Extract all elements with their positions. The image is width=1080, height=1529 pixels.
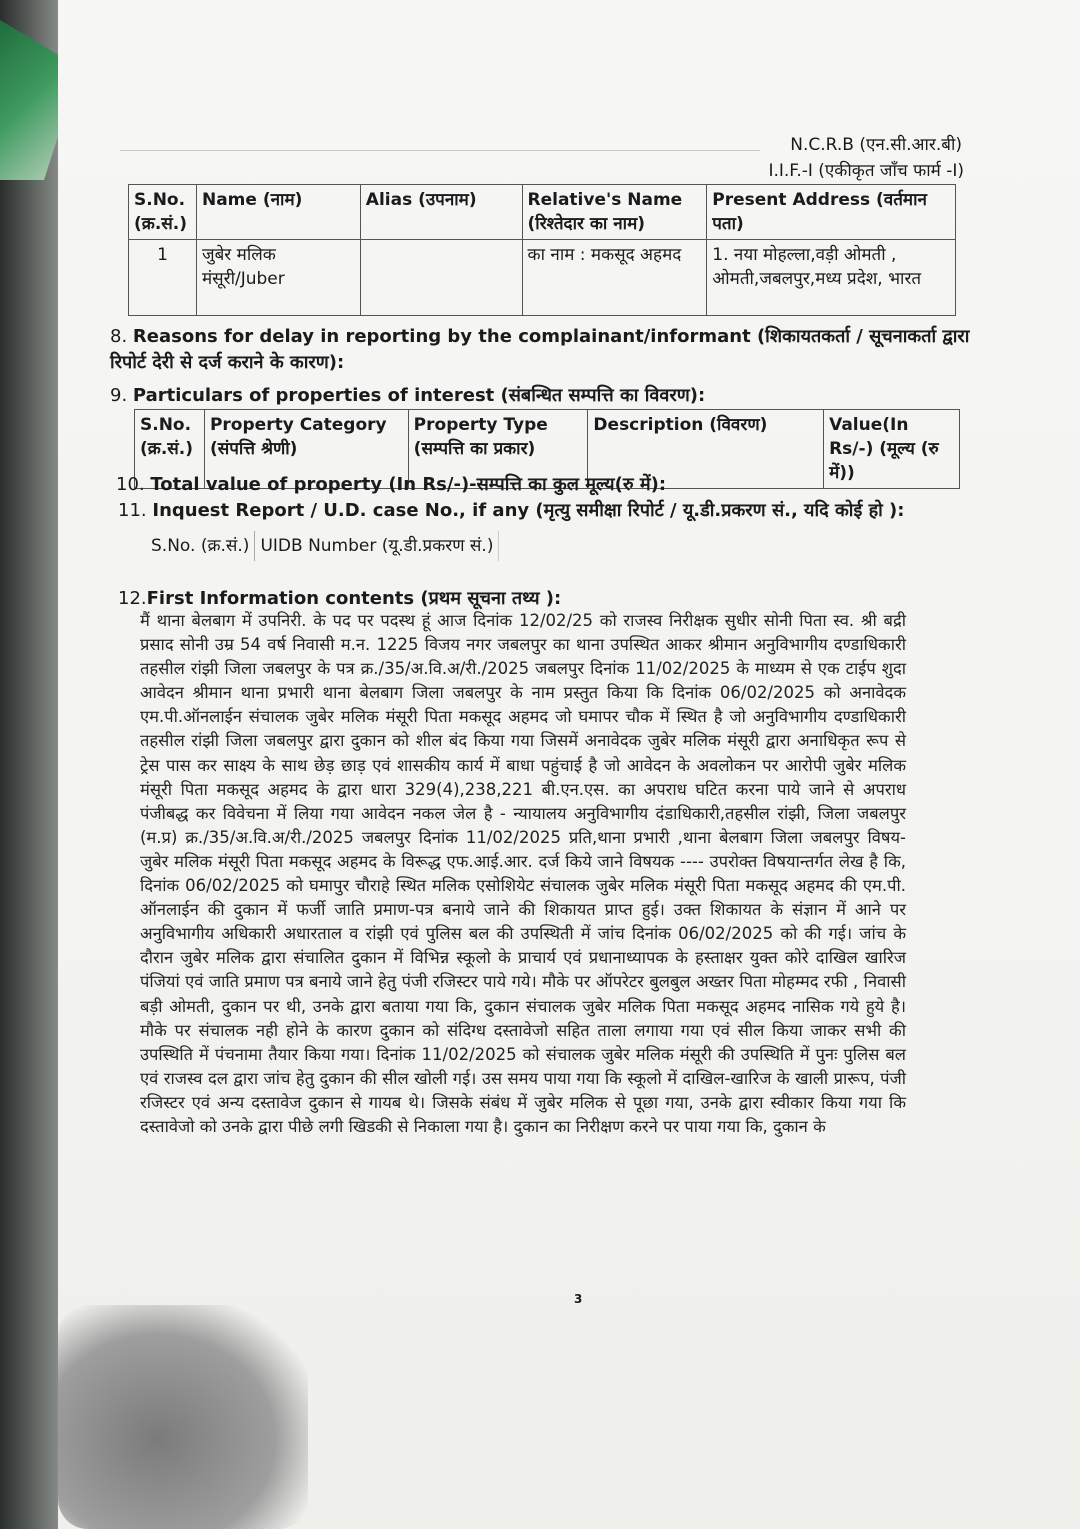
finger-shadow (58, 1305, 308, 1529)
col-header-sno: S.No. (क्र.सं.) (129, 185, 197, 240)
col-header-property-type: Property Type (सम्पत्ति का प्रकार) (408, 410, 588, 489)
fir-contents-text: मैं थाना बेलबाग में उपनिरी. के पद पर पदस्थ हूं आज दिनांक 12/02/25 को राजस्व निरीक्षक सुधीर सोनी पिता स्व. श्री बद्री प्रसाद सोनी उम्र 54 वर्ष निवासी म.न. 1225 विजय नगर जबलपुर का थाना उपस्थित आकर श्रीमान अनुविभागीय दण्डाधिकारी तहसील रांझी जिला जबलपुर के पत्र क्र./35/अ.वि.अ/री./2025 जबलपुर दिनांक 11/02/2025 के माध्यम से एक टाईप शुदा आवेदन श्रीमान थाना प्रभारी थाना बेलबाग जिला जबलपुर के नाम प्रस्तुत किया कि दिनांक 06/02/2025 को अनावेदक एम.पी.ऑनलाईन संचालक जुबेर मलिक मंसूरी पिता मकसूद अहमद जो घमापर चौक में स्थित है जो अनुविभागीय दण्डाधिकारी तहसील रांझी जिला जबलपुर द्वारा दुकान को शील बंद किया गया जिसमें अनावेदक जुबेर मलिक मंसूरी द्वारा अनाधिकृत रूप से ट्रेस पास कर साक्ष्य के साथ छेड़ छाड़ एवं शासकीय कार्य में बाधा पहुंचाई है जो आवेदन के अवलोकन पर आरोपी जुबेर मलिक मंसूरी पिता मकसूद अहमद के द्वारा धारा 329(4),238,221 बी.एन.एस. का अपराध घटित करना पाये जाने से अपराध पंजीबद्ध कर विवेचना में लिया गया आवेदन नकल जेल है - न्यायालय अनुविभागीय दंडाधिकारी,तहसील रांझी, जिला जबलपुर (म.प्र) क्र./35/अ.वि.अ/री./2025 जबलपुर दिनांक 11/02/2025 प्रति,थाना प्रभारी ,थाना बेलबाग जिला जबलपुर विषय- जुबेर मलिक मंसूरी पिता मकसूद अहमद के विरूद्ध एफ.आई.आर. दर्ज किये जाने विषयक ---- उपरोक्त विषयान्तर्गत लेख है कि, दिनांक 06/02/2025 को घमापुर चौराहे स्थित मलिक एसोशियेट संचालक जुबेर मलिक मंसूरी पिता मकसूद अहमद की एम.पी. ऑनलाईन की दुकान में फर्जी जाति प्रमाण-पत्र बनाये जाने की शिकायत प्राप्त हुई। उक्त शिकायत के संज्ञान में आने पर अनुविभागीय अधिकारी अधारताल व रांझी एवं पुलिस बल की उपस्थिती में जांच दिनांक 06/02/2025 को की गई। जांच के दौरान जुबेर मलिक द्वारा संचालित दुकान में विभिन्न स्कूलो के प्राचार्य एवं प्रधानाध्यापक के हस्ताक्षर युक्त कोरे दाखिल खारिज पंजियां एवं जाति प्रमाण पत्र बनाये जाने हेतु पंजी रजिस्टर पाये गये। मौके पर ऑपरेटर बुलबुल अख्तर पिता मोहम्मद रफी , निवासी बड़ी ओमती, दुकान पर थी, उनके द्वारा बताया गया कि, दुकान संचालक जुबेर मलिक पिता मकसूद अहमद नासिक गये हुये है। मौके पर संचालक नही होने के कारण दुकान को संदिग्ध दस्तावेजो सहित ताला लगाया गया एवं सील किया जाकर सभी की उपस्थिति में पंचनामा तैयार किया गया। दिनांक 11/02/2025 को संचालक जुबेर मलिक मंसूरी की उपस्थिति में पुनः पुलिस बल एवं राजस्व दल द्वारा जांच हेतु दुकान की सील खोली गई। उस समय पाया गया कि स्कूलो में दाखिल-खारिज के खाली प्रारूप, पंजी रजिस्टर एवं अन्य दस्तावेज दुकान से गायब थे। जिसके संबंध में जुबेर मलिक से पूछा गया, उनके द्वारा स्वीकार किया गया कि दस्तावेजो को उनके द्वारा पीछे लगी खिडकी से निकाला गया है। दुकान का निरीक्षण करने पर पाया गया कि, दुकान के (140, 611, 906, 1136)
col-header-sno: S.No. (क्र.सं.) (146, 531, 255, 561)
col-header-value: Value(In Rs/-) (मूल्य (रु में)) (824, 410, 960, 489)
page-number: 3 (574, 1292, 583, 1306)
item-10 (116, 472, 976, 498)
col-header-relative: Relative's Name (रिश्तेदार का नाम) (522, 185, 707, 240)
cell-sno: 1 (129, 240, 197, 316)
item-10-text: Total value of property (In Rs/-)-सम्पत्ति का कुल मूल्य(रु में): (150, 474, 667, 495)
item-11 (118, 498, 978, 524)
item-12-text: First Information contents (प्रथम सूचना तथ्य ): (146, 588, 562, 609)
table-row (129, 240, 956, 316)
table-header-row (129, 185, 956, 240)
item-8 (110, 324, 970, 376)
col-header-description: Description (विवरण) (588, 410, 824, 489)
iif-label: I.I.F.-I (एकीकृत जाँच फार्म -I) (768, 161, 964, 181)
cell-name: जुबेर मलिक मंसूरी/Juber (196, 240, 360, 316)
col-header-name: Name (नाम) (196, 185, 360, 240)
col-header-uidb: UIDB Number (यू.डी.प्रकरण सं.) (255, 531, 499, 561)
item-10-number: 10. (116, 474, 145, 495)
cell-relative: का नाम : मकसूद अहमद (522, 240, 707, 316)
col-header-sno: S.No. (क्र.सं.) (135, 410, 205, 489)
item-11-text: Inquest Report / U.D. case No., if any (मृत्यु समीक्षा रिपोर्ट / यू.डी.प्रकरण सं., यदि कोई हो ): (152, 500, 905, 521)
cell-alias (360, 240, 522, 316)
item-9 (110, 383, 970, 409)
item-9-number: 9. (110, 385, 128, 406)
item-12-number: 12. (118, 588, 147, 609)
accused-table (128, 184, 956, 316)
header-rule (120, 150, 760, 151)
col-header-address: Present Address (वर्तमान पता) (707, 185, 956, 240)
form-header (768, 132, 962, 184)
cell-address: 1. नया मोहल्ला,वड़ी ओमती , ओमती,जबलपुर,मध्य प्रदेश, भारत (707, 240, 956, 316)
col-header-alias: Alias (उपनाम) (360, 185, 522, 240)
ncrb-label: N.C.R.B (एन.सी.आर.बी) (790, 135, 962, 155)
item-8-text: Reasons for delay in reporting by the complainant/informant (शिकायतकर्ता / सूचनाकर्ता द्वारा रिपोर्ट देरी से दर्ज कराने के कारण): (110, 326, 970, 373)
item-8-number: 8. (110, 326, 128, 347)
inquest-table (146, 531, 499, 561)
item-11-number: 11. (118, 500, 147, 521)
desk-background (0, 0, 62, 1529)
col-header-property-category: Property Category (संपत्ति श्रेणी) (204, 410, 408, 489)
item-9-text: Particulars of properties of interest (संबन्धित सम्पत्ति का विवरण): (132, 385, 706, 406)
table-header-row (146, 531, 499, 561)
